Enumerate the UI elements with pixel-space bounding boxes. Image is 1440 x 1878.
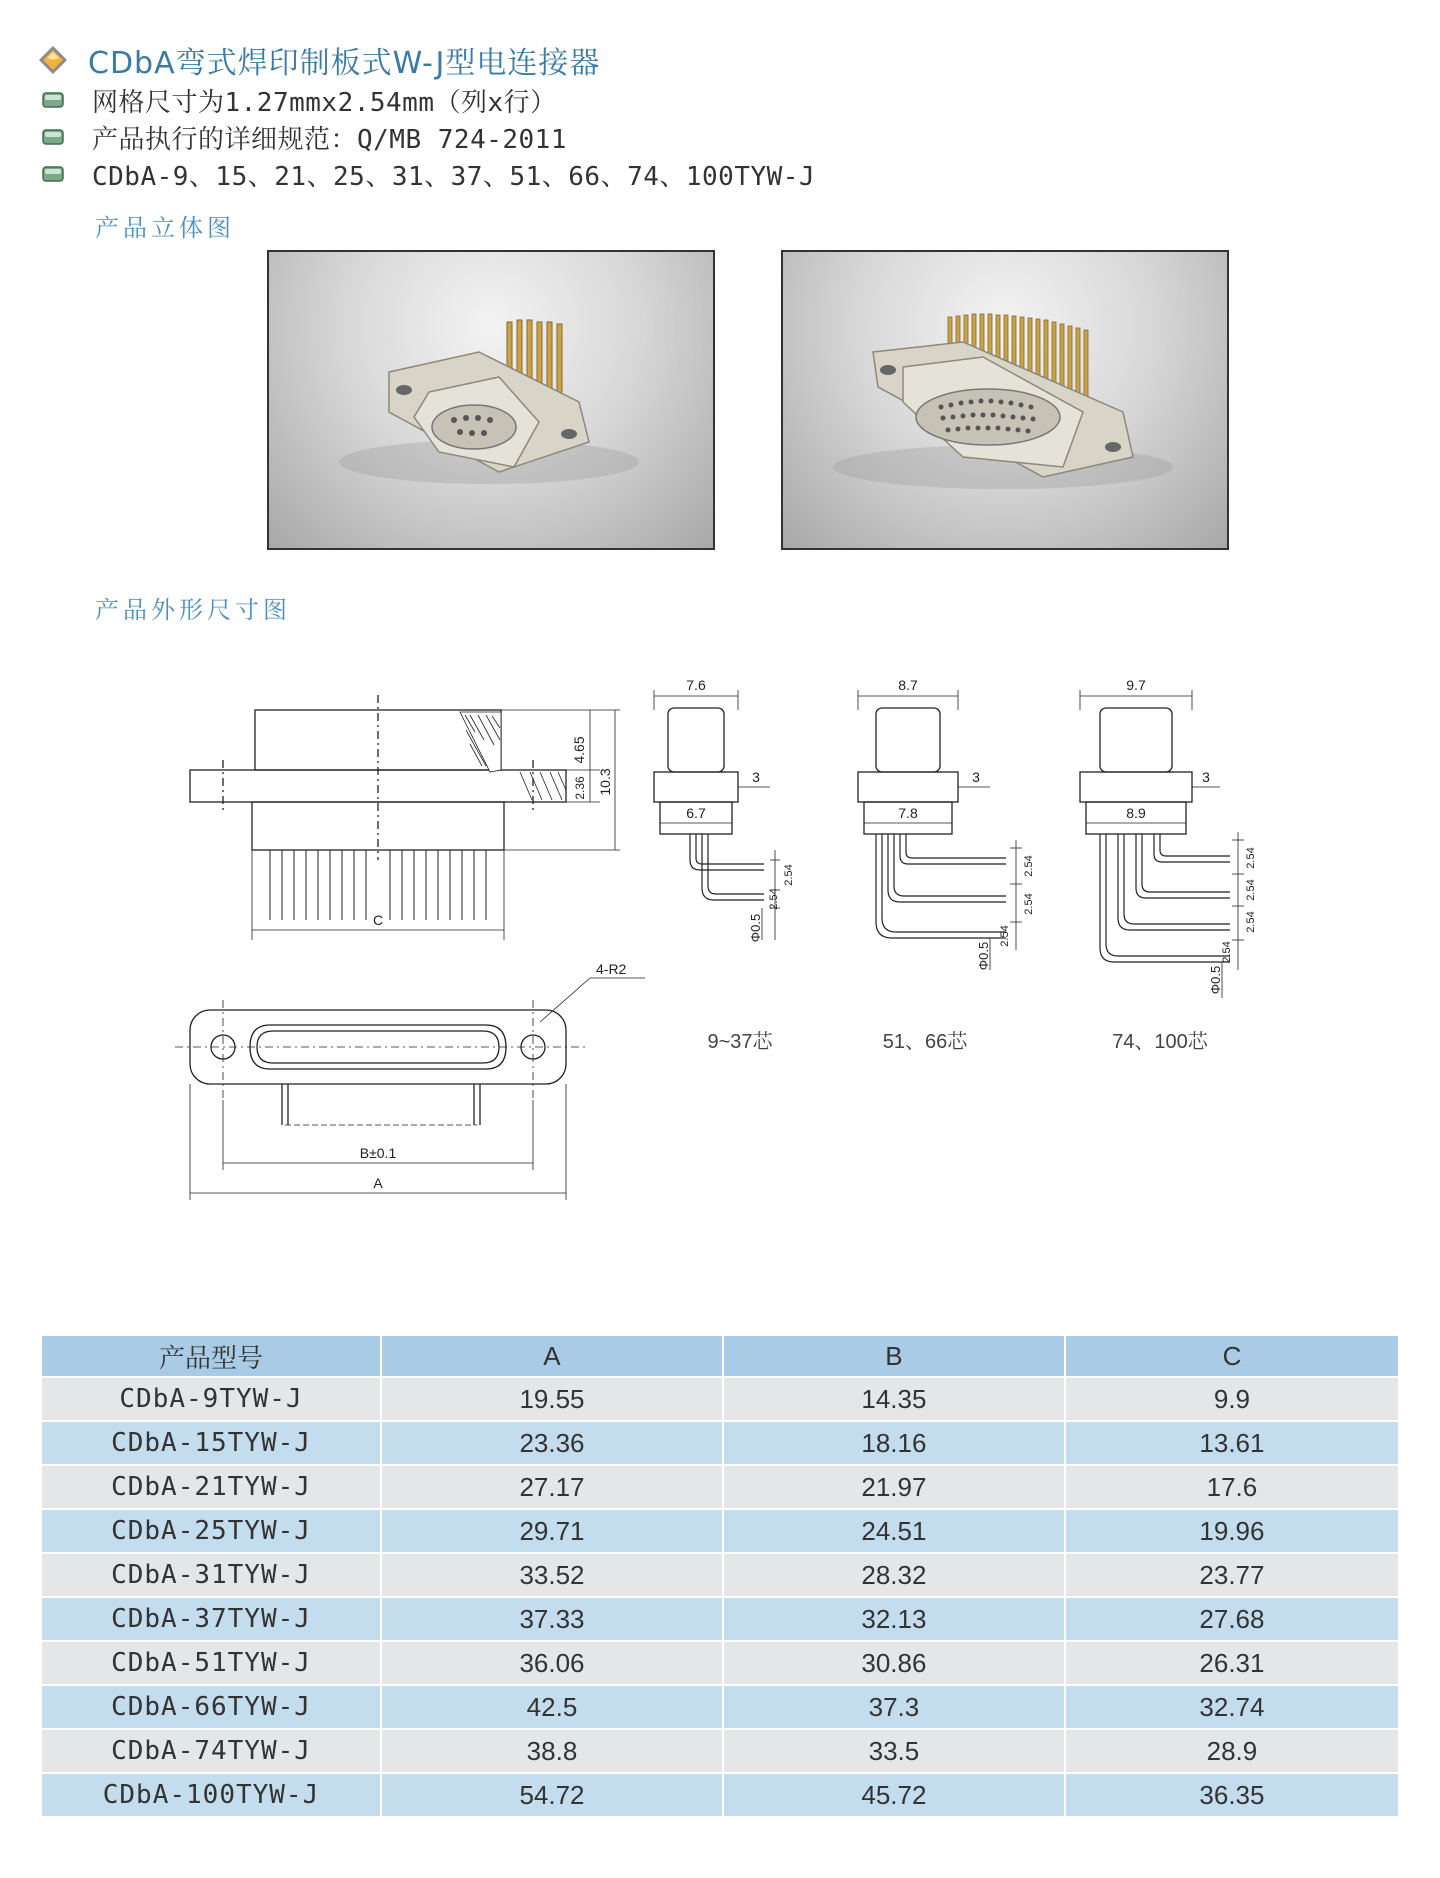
cell-a: 54.72: [382, 1772, 724, 1816]
cell-model: CDbA-51TYW-J: [42, 1640, 382, 1684]
cell-b: 30.86: [724, 1640, 1066, 1684]
cell-a: 42.5: [382, 1684, 724, 1728]
col-header-c: C: [1066, 1336, 1398, 1376]
v2-top: 8.7: [898, 677, 918, 693]
cell-model: CDbA-74TYW-J: [42, 1728, 382, 1772]
v3-side: 3: [1202, 769, 1210, 785]
v2-pitch-1: 2.54: [1023, 855, 1035, 877]
cell-a: 38.8: [382, 1728, 724, 1772]
table-row: [42, 1728, 1398, 1772]
table-row: [42, 1596, 1398, 1640]
cell-model: CDbA-37TYW-J: [42, 1596, 382, 1640]
v1-pitch-2: 2.54: [768, 888, 780, 910]
section-label-drawing: 产品外形尺寸图: [95, 596, 291, 624]
dimension-drawing: [170, 660, 1270, 1220]
product-photo-large: [781, 250, 1229, 550]
cell-b: 45.72: [724, 1772, 1066, 1816]
cell-model: CDbA-66TYW-J: [42, 1684, 382, 1728]
caption-9-37: 9~37芯: [707, 1031, 773, 1053]
cell-b: 33.5: [724, 1728, 1066, 1772]
title-row: [38, 40, 600, 80]
table-row: [42, 1552, 1398, 1596]
cell-model: CDbA-21TYW-J: [42, 1464, 382, 1508]
product-photo-small: [267, 250, 715, 550]
cell-b: 32.13: [724, 1596, 1066, 1640]
connector-render-small: [269, 252, 713, 548]
v3-phi: Φ0.5: [1208, 965, 1223, 995]
dim-a: A: [373, 1175, 383, 1191]
cell-model: CDbA-25TYW-J: [42, 1508, 382, 1552]
col-header-a: A: [382, 1336, 724, 1376]
cell-b: 24.51: [724, 1508, 1066, 1552]
v2-pitch-2: 2.54: [1023, 893, 1035, 915]
section-label-photos: 产品立体图: [95, 214, 235, 242]
cell-model: CDbA-31TYW-J: [42, 1552, 382, 1596]
diamond-icon: [38, 45, 68, 75]
cell-b: 18.16: [724, 1420, 1066, 1464]
square-bullet-icon: [42, 129, 64, 145]
cell-c: 17.6: [1066, 1464, 1398, 1508]
cell-c: 27.68: [1066, 1596, 1398, 1640]
caption-74-100: 74、100芯: [1112, 1031, 1208, 1053]
cell-b: 28.32: [724, 1552, 1066, 1596]
v1-side: 3: [752, 769, 760, 785]
caption-51-66: 51、66芯: [882, 1031, 968, 1053]
dim-r2: 4-R2: [596, 961, 627, 977]
cell-c: 23.77: [1066, 1552, 1398, 1596]
v1-pitch-1: 2.54: [783, 864, 795, 886]
connector-render-large: [783, 252, 1227, 548]
cell-c: 9.9: [1066, 1376, 1398, 1420]
cell-a: 33.52: [382, 1552, 724, 1596]
dim-b: B±0.1: [359, 1145, 397, 1161]
cell-model: CDbA-15TYW-J: [42, 1420, 382, 1464]
square-bullet-icon: [42, 166, 64, 182]
v1-top: 7.6: [686, 677, 706, 693]
v1-phi: Φ0.5: [748, 913, 763, 943]
cell-b: 37.3: [724, 1684, 1066, 1728]
bullet-text: CDbA-9、15、21、25、31、37、51、66、74、100TYW-J: [92, 161, 816, 192]
v3-top: 9.7: [1126, 677, 1146, 693]
cell-a: 27.17: [382, 1464, 724, 1508]
dim-10-3: 10.3: [597, 768, 613, 796]
table-row: [42, 1376, 1398, 1420]
col-header-model: 产品型号: [42, 1336, 382, 1376]
table-row: [42, 1420, 1398, 1464]
cell-b: 14.35: [724, 1376, 1066, 1420]
cell-a: 29.71: [382, 1508, 724, 1552]
v2-phi: Φ0.5: [976, 941, 991, 971]
side-view: [190, 695, 620, 940]
variant-view-9-37: [654, 690, 780, 943]
variant-view-51-66: [858, 690, 1022, 970]
page-title: CDbA弯式焊印制板式W-J型电连接器: [88, 46, 601, 81]
bullet-text: 网格尺寸为1.27mmx2.54mm（列x行）: [92, 87, 557, 118]
bullet-row: [42, 156, 815, 192]
v2-side: 3: [972, 769, 980, 785]
bullet-text: 产品执行的详细规范：Q/MB 724-2011: [92, 124, 567, 155]
cell-c: 13.61: [1066, 1420, 1398, 1464]
table-row: [42, 1464, 1398, 1508]
table-row: [42, 1684, 1398, 1728]
cell-c: 36.35: [1066, 1772, 1398, 1816]
col-header-b: B: [724, 1336, 1066, 1376]
v2-pitch-3: 2.54: [999, 925, 1011, 947]
bullet-row: [42, 119, 567, 155]
cell-a: 36.06: [382, 1640, 724, 1684]
variant-view-74-100: [1080, 690, 1244, 998]
front-view: [175, 978, 645, 1200]
v2-bottom: 7.8: [898, 805, 918, 821]
dim-4-65: 4.65: [571, 736, 587, 764]
cell-c: 19.96: [1066, 1508, 1398, 1552]
v1-bottom: 6.7: [686, 805, 706, 821]
spec-table: [42, 1336, 1398, 1816]
table-row: [42, 1640, 1398, 1684]
cell-c: 28.9: [1066, 1728, 1398, 1772]
v3-bottom: 8.9: [1126, 805, 1146, 821]
cell-model: CDbA-9TYW-J: [42, 1376, 382, 1420]
v3-pitch-2: 2.54: [1245, 879, 1257, 901]
cell-c: 32.74: [1066, 1684, 1398, 1728]
dim-c: C: [372, 912, 384, 928]
cell-model: CDbA-100TYW-J: [42, 1772, 382, 1816]
bullet-row: [42, 82, 557, 118]
v3-pitch-1: 2.54: [1245, 847, 1257, 869]
cell-c: 26.31: [1066, 1640, 1398, 1684]
cell-a: 23.36: [382, 1420, 724, 1464]
cell-b: 21.97: [724, 1464, 1066, 1508]
cell-a: 19.55: [382, 1376, 724, 1420]
dim-2-36: 2.36: [573, 776, 587, 800]
v3-pitch-3: 2.54: [1245, 911, 1257, 933]
table-row: [42, 1772, 1398, 1816]
square-bullet-icon: [42, 92, 64, 108]
table-header-row: [42, 1336, 1398, 1376]
cell-a: 37.33: [382, 1596, 724, 1640]
table-row: [42, 1508, 1398, 1552]
v3-pitch-4: 2.54: [1221, 941, 1233, 963]
